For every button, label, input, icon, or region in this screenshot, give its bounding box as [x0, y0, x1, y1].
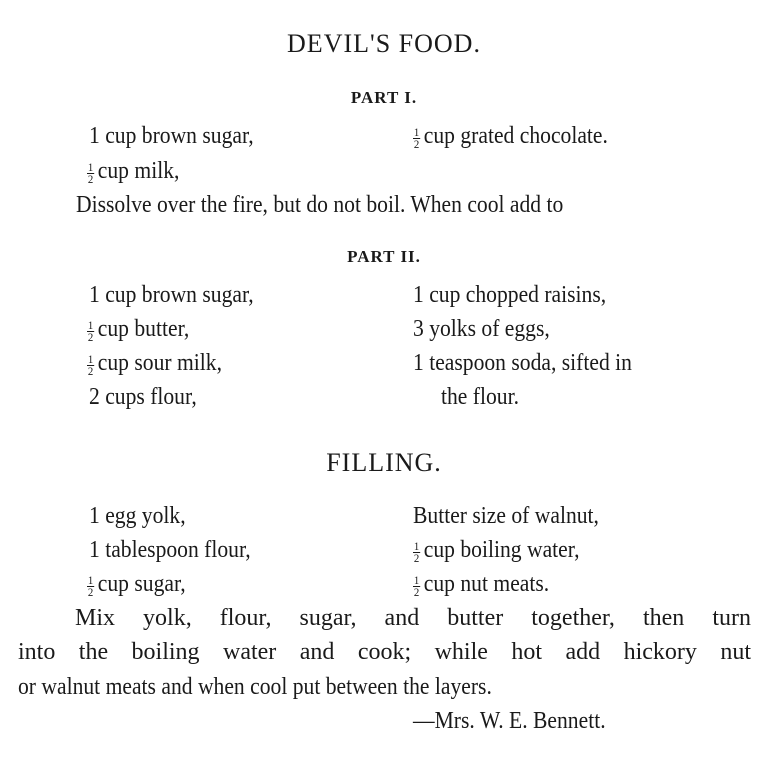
- ingredient: [89, 122, 254, 150]
- ingredient: [413, 122, 608, 150]
- ingredient: $\frac{1}{2}$ cup boiling water,: [413, 537, 580, 565]
- instruction-line: Mix yolk, flour, sugar, and butter together, then turn: [75, 605, 751, 631]
- ingredient: 3 yolks of eggs,: [413, 316, 550, 342]
- fraction-half: $\frac{1}{2}$: [87, 573, 94, 599]
- part-2-heading: PART II.: [347, 247, 421, 266]
- ingredient: 2 cups flour,: [89, 384, 197, 410]
- ingredient-continuation: the flour.: [441, 384, 519, 410]
- fraction-half: $\frac{1}{2}$: [413, 125, 420, 151]
- ingredient-text: cup milk,: [97, 158, 180, 184]
- ingredient: 1 teaspoon soda, sifted in: [413, 350, 632, 376]
- ingredient: $\frac{1}{2}$ cup sour milk,: [87, 350, 222, 378]
- instruction-line: or walnut meats and when cool put between the layers.: [18, 674, 492, 700]
- attribution: —Mrs. W. E. Bennett.: [413, 708, 606, 734]
- filling-heading: FILLING.: [326, 448, 442, 477]
- ingredient-qty: 1: [89, 123, 100, 149]
- recipe-title: DEVIL'S FOOD.: [287, 29, 481, 58]
- instruction-text: Dissolve over the fire, but do not boil. When cool add to: [76, 192, 564, 218]
- fraction-half: $\frac{1}{2}$: [413, 573, 420, 599]
- fraction-half: $\frac{1}{2}$: [87, 160, 94, 186]
- ingredient: 1 tablespoon flour,: [89, 537, 251, 563]
- ingredient: $\frac{1}{2}$ cup sugar,: [87, 571, 186, 599]
- fraction-half: $\frac{1}{2}$: [413, 539, 420, 565]
- fraction-half: $\frac{1}{2}$: [87, 318, 94, 344]
- instruction-line: into the boiling water and cook; while hot add hickory nut: [18, 639, 751, 665]
- ingredient: $\frac{1}{2}$ cup butter,: [87, 316, 190, 344]
- ingredient: 1 cup brown sugar,: [89, 282, 254, 308]
- ingredient: 1 cup chopped raisins,: [413, 282, 607, 308]
- ingredient-text: cup brown sugar,: [105, 123, 254, 149]
- ingredient: 1 egg yolk,: [89, 503, 186, 529]
- ingredient: [87, 157, 179, 185]
- ingredient: $\frac{1}{2}$ cup nut meats.: [413, 571, 550, 599]
- ingredient: Butter size of walnut,: [413, 503, 599, 529]
- part-1-heading: PART I.: [350, 88, 418, 107]
- ingredient-text: cup grated chocolate.: [423, 123, 608, 149]
- fraction-half: $\frac{1}{2}$: [87, 352, 94, 378]
